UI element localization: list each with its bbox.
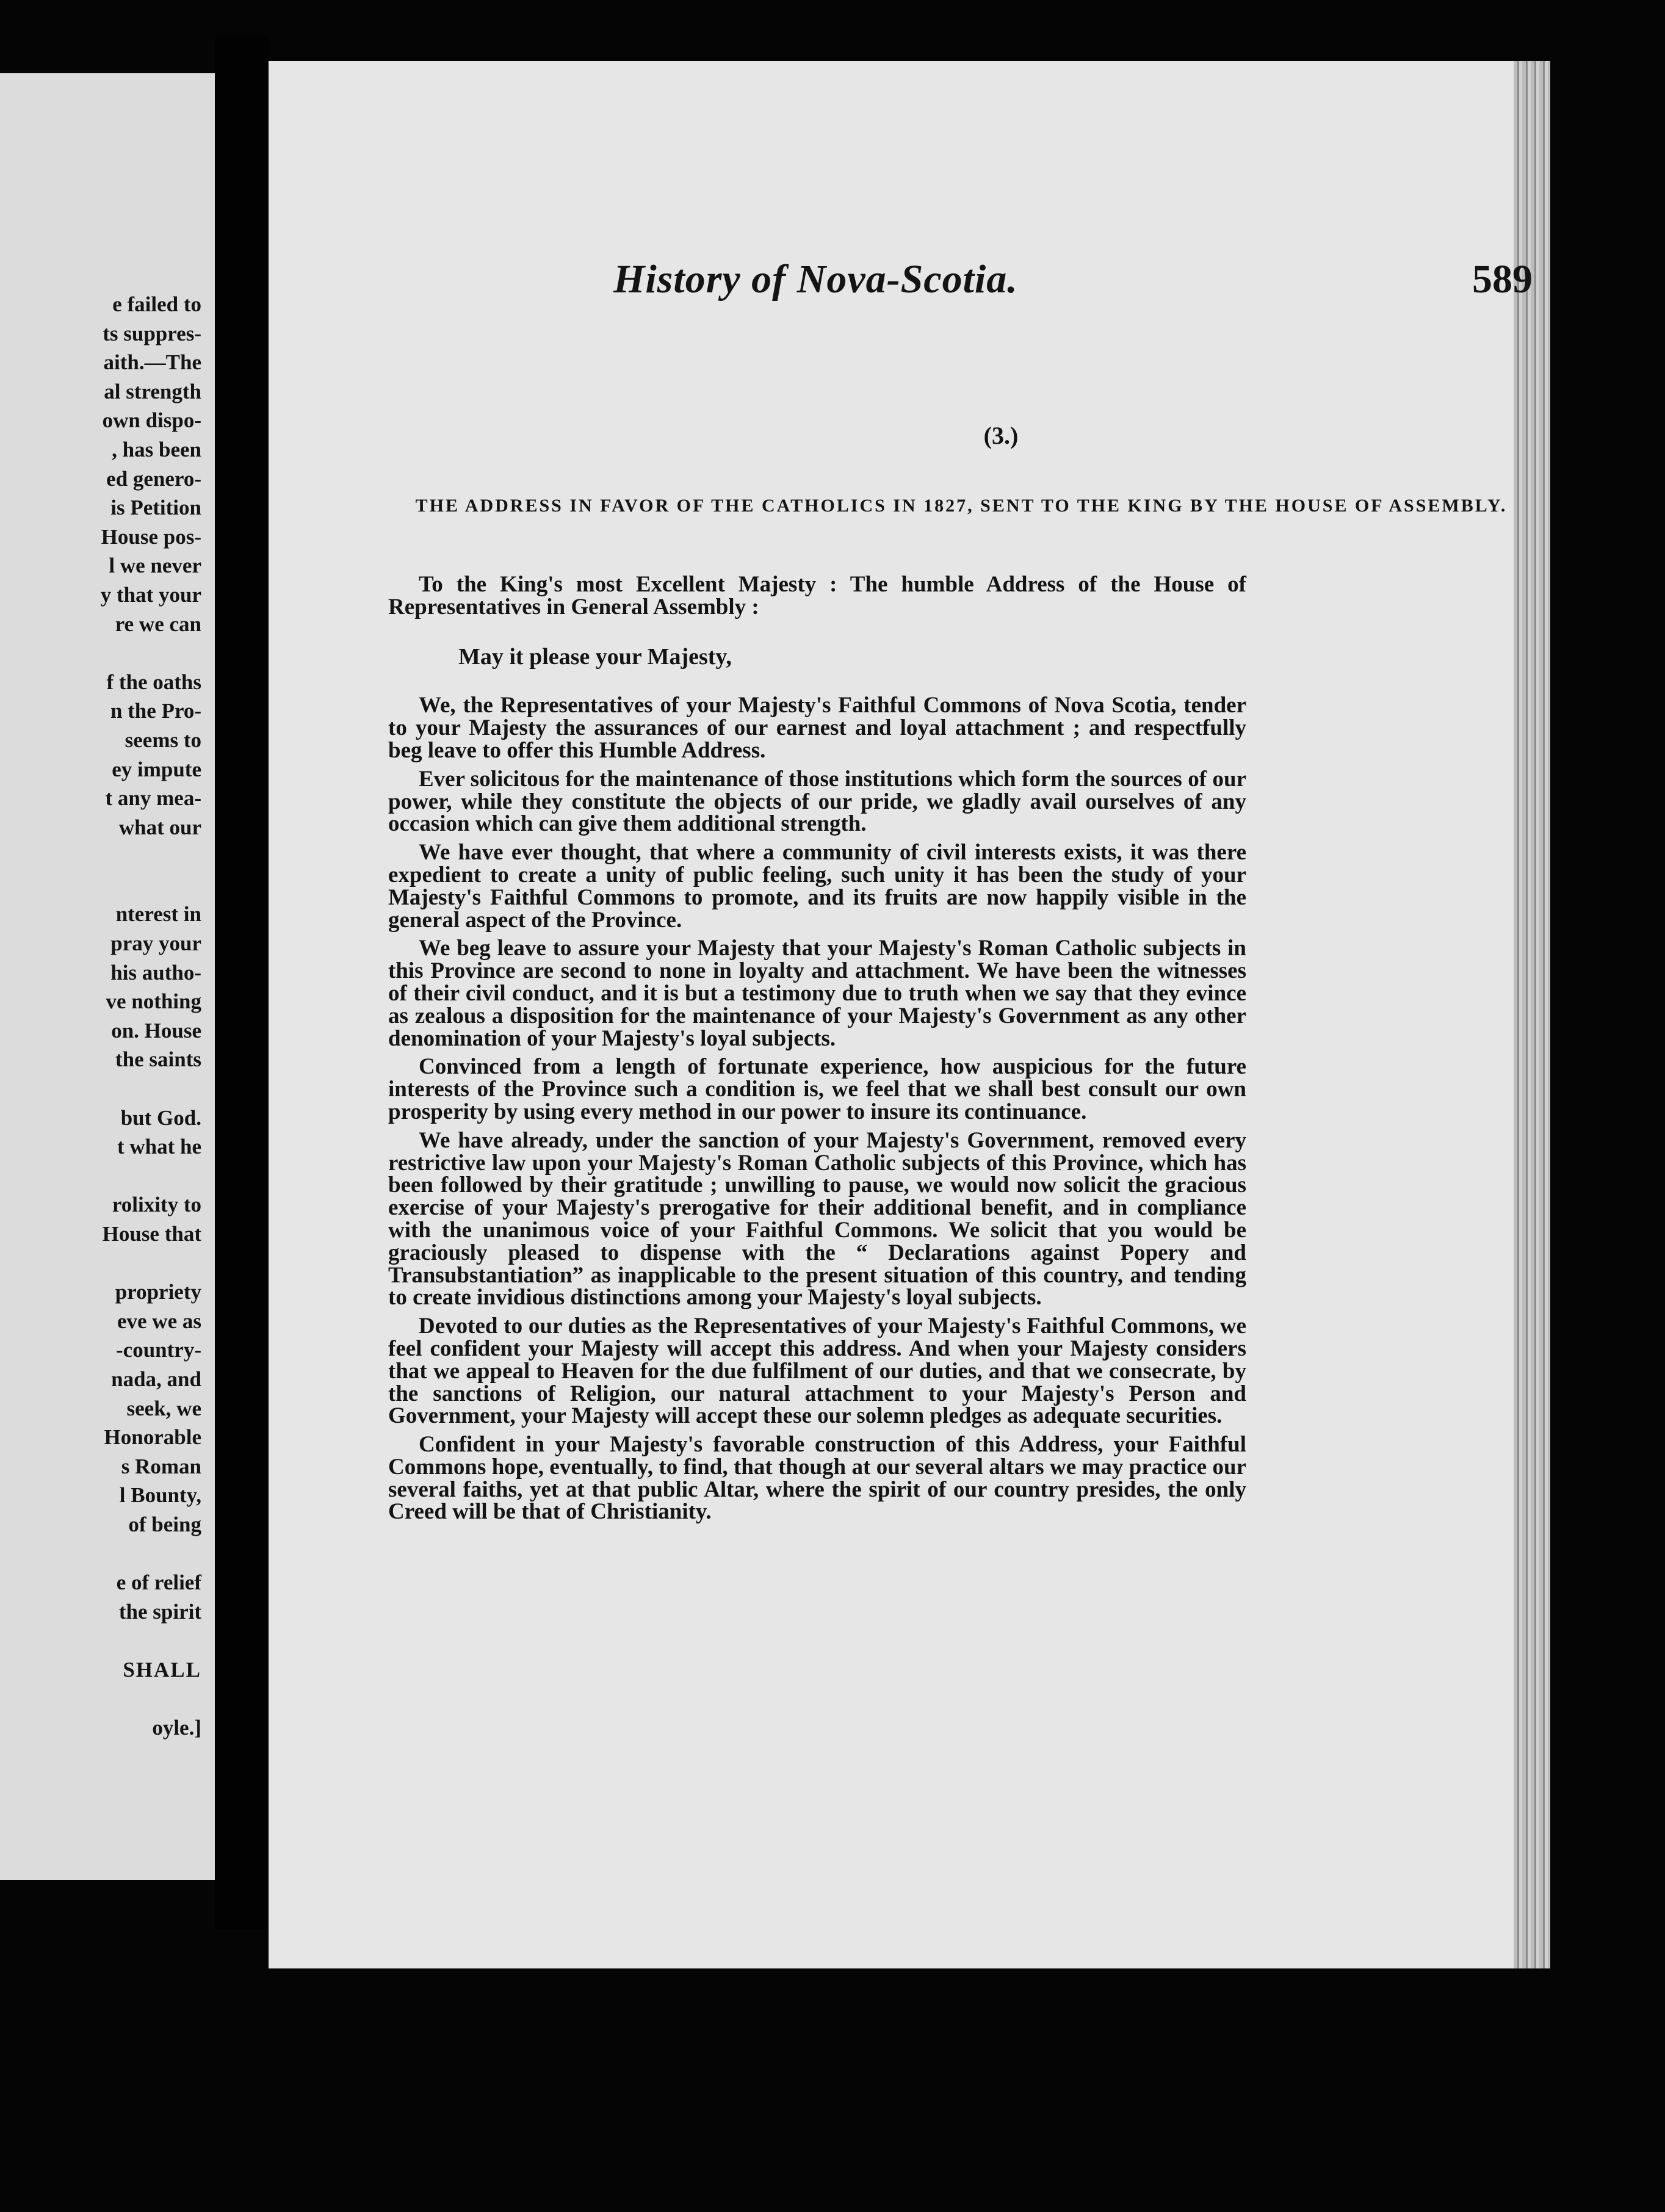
line-gap — [0, 1539, 201, 1569]
paragraph: We, the Representatives of your Majesty's Faithful Commons of Nova Scotia, tender to your Majesty the assurances of our earnest and loyal attachment ; and respectfully beg leave to offer this Humble Address. — [388, 693, 1246, 763]
paragraph: Convinced from a length of fortunate experience, how auspicious for the future interests of the Province such a condition is, we feel that we shall best consult our own prosperity by using every method in our power to insure its continuance. — [388, 1054, 1246, 1124]
facing-page-line: aith.—The — [103, 350, 201, 375]
salutation: May it please your Majesty, — [458, 643, 732, 670]
paragraph: We have already, under the sanction of your Majesty's Government, removed every restrictive law upon your Majesty's Roman Catholic subjects of this Province, which has been followed by their gratitude ; unwilling to pause, we would now solicit the gracious exercise of your Majesty's prerogative for their additional benefit, and in compliance with the unanimous voice of your Faithful Commons. We solicit that you would be graciously pleased to dispense with the “ Declarations against Popery and Transubstantiation” as inapplicable to the present situation of this country, and tending to create invidious distinctions among your Majesty's loyal subjects. — [388, 1127, 1246, 1310]
facing-page-line: t what he — [117, 1135, 201, 1159]
line-gap — [0, 1626, 201, 1655]
paragraph: We have ever thought, that where a community of civil interests exists, it was there expedient to create a unity of public feeling, such unity it has been the study of your Majesty's Faithful Commons to promote, and its fruits are now happily visible in the general aspect of the Province. — [388, 840, 1246, 933]
facing-page-line: seems to — [125, 728, 201, 752]
facing-page-line: f the oaths — [106, 670, 201, 694]
running-title: History of Nova-Scotia. — [613, 257, 1018, 302]
facing-page-line: the saints — [115, 1047, 201, 1072]
facing-page-line: his autho- — [110, 960, 201, 985]
facing-page-line: re we can — [115, 612, 201, 636]
facing-page-line: Honorable — [104, 1425, 201, 1450]
section-heading: THE ADDRESS IN FAVOR OF THE CATHOLICS IN 1827, SENT TO THE KING BY THE HOUSE OF ASSEMBLY. — [415, 496, 1508, 516]
facing-page-line: seek, we — [126, 1396, 201, 1420]
line-gap — [0, 638, 201, 668]
paragraph: Devoted to our duties as the Representatives of your Majesty's Faithful Commons, we feel confident your Majesty will accept this address. And when your Majesty considers that we appeal to Heaven for the due fulfilment of our duties, and that we consecrate, by the sanctions of Religion, our natural attachment to your Majesty's Person and Government, your Majesty will accept these our solemn pledges as adequate securities. — [388, 1314, 1246, 1429]
facing-page-line: House that — [102, 1222, 201, 1246]
facing-page-line: propriety — [115, 1280, 201, 1304]
facing-page-line: eve we as — [117, 1309, 201, 1333]
facing-page-line: ve nothing — [106, 989, 201, 1014]
paragraph: Confident in your Majesty's favorable construction of this Address, your Faithful Commons hope, eventually, to find, that though at our several altars we may practice our several faiths, yet at that public Altar, where the spirit of our country presides, the only Creed will be that of Christianity. — [388, 1432, 1246, 1525]
facing-page-line: pray your — [110, 931, 201, 956]
facing-page-line: oyle.] — [152, 1716, 201, 1740]
facing-page-line: t any mea- — [105, 786, 201, 811]
book-gutter — [215, 37, 269, 1929]
facing-page-line: al strength — [104, 379, 201, 403]
book-page — [269, 61, 1550, 1968]
facing-page-line: n the Pro- — [110, 699, 201, 723]
facing-page-line: on. House — [111, 1018, 201, 1043]
facing-page-line: ey impute — [112, 757, 201, 781]
line-gap — [0, 1249, 201, 1278]
address-body — [388, 574, 1246, 1530]
line-gap — [0, 871, 201, 900]
facing-page-text — [0, 290, 201, 1743]
page-number: 589 — [1472, 257, 1533, 302]
line-gap — [0, 1685, 201, 1714]
facing-page-line: of being — [128, 1512, 201, 1536]
facing-page-line: , has been — [112, 437, 201, 461]
facing-page-line: nterest in — [115, 902, 201, 927]
facing-page-line: s Roman — [121, 1454, 201, 1478]
line-gap — [0, 1074, 201, 1104]
facing-page-line: SHALL — [123, 1657, 201, 1682]
page-edges — [1514, 61, 1550, 1968]
section-number: (3.) — [983, 422, 1019, 449]
facing-page-line: rolixity to — [112, 1193, 201, 1217]
facing-page-line: y that your — [100, 582, 201, 607]
facing-page-line: e failed to — [112, 292, 201, 316]
facing-page-line: nada, and — [111, 1367, 201, 1391]
line-gap — [0, 842, 201, 871]
facing-page-line: is Petition — [110, 496, 201, 520]
paragraph: We beg leave to assure your Majesty that your Majesty's Roman Catholic subjects in this Province are second to none in loyalty and attachment. We have been the witnesses of their civil conduct, and it is but a testimony due to truth when we say that they evince as zealous a disposition for the maintenance of your Majesty's Government as any other denomination of your Majesty's loyal subjects. — [388, 936, 1246, 1051]
facing-page-fragment — [0, 73, 215, 1880]
facing-page-line: l we never — [109, 554, 201, 578]
line-gap — [0, 1162, 201, 1191]
facing-page-line: -country- — [116, 1338, 201, 1362]
facing-page-line: l Bounty, — [119, 1483, 201, 1508]
facing-page-line: e of relief — [116, 1570, 201, 1595]
address-line: To the King's most Excellent Majesty : The humble Address of the House of Representatives in General Assembly : — [388, 572, 1246, 620]
paragraph: Ever solicitous for the maintenance of those institutions which form the sources of our power, while they constitute the objects of our pride, we gladly avail ourselves of any occasion which can give them additional strength. — [388, 766, 1246, 837]
facing-page-line: House pos- — [101, 524, 201, 549]
running-head — [586, 256, 1533, 303]
facing-page-line: own dispo- — [102, 408, 201, 433]
facing-page-line: the spirit — [118, 1599, 201, 1624]
facing-page-line: but God. — [120, 1105, 201, 1130]
facing-page-line: ed genero- — [106, 466, 201, 491]
facing-page-line: ts suppres- — [103, 321, 201, 345]
facing-page-line: what our — [118, 815, 201, 839]
